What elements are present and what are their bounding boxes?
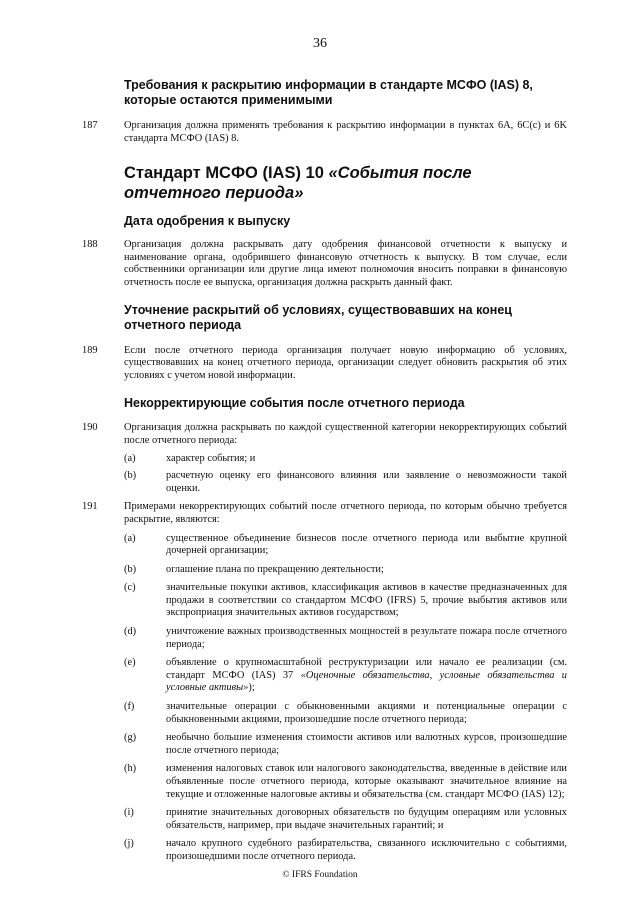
list-item-text-start: объявление о крупномасштабной реструктуризации или начало ее реализации (см. стандарт МСФО (IAS) 37 [166,657,567,681]
heading-nonadjusting-events: Некорректирующие события после отчетного периода [124,396,465,411]
list-item [0,626,640,651]
list-item-text: существенное объединение бизнесов после отчетного периода или выбытие крупной дочерней организации; [166,532,567,557]
paragraph-text: Организация должна раскрывать по каждой существенной категории некорректирующих событий после отчетного периода: [124,422,567,446]
list-item [0,582,640,620]
list-item-label: (a) [124,532,136,544]
paragraph-number: 190 [82,422,98,434]
paragraph-text: Если после отчетного периода организация получает новую информацию об условиях, существовавших на конец отчетного периода, организации следует обновить раскрытия об этих условиях с учетом новой информации. [124,344,567,381]
list-item-text: значительные операции с обыкновенными акциями и потенциальные операции с обыкновенными акциями, произошедшие после отчетного периода; [166,701,567,725]
list-item-label: (b) [124,470,137,482]
list-item [0,701,640,726]
paragraph-text: Организация должна раскрывать дату одобрения финансовой отчетности к выпуску и наименование органа, одобрившего финансовую отчетность к выпуску. В том случае, если собственники организации или другие лица имеют полномочия вносить поправки в финансовую отчетность после ее выпуска, организация должна раскрыть данный факт. [124,239,567,288]
list-item-text: уничтожение важных производственных мощностей в результате пожара после отчетного периода; [166,626,567,650]
list-item-text-italic: «Оценочные обязательства, условные обязательства и условные активы» [166,669,567,694]
paragraph-text: Примерами некорректирующих событий после отчетного периода, по которым обычно требуется раскрытие, являются: [124,501,567,525]
list-item [0,453,640,466]
list-item-label: (f) [124,701,135,713]
list-item [0,470,640,495]
paragraph-number: 189 [82,344,98,356]
paragraph-188 [0,239,640,289]
list-item-label: (d) [124,626,137,638]
heading-ias10 [124,163,544,203]
list-item-label: (e) [124,657,136,669]
list-item-text: принятие значительных договорных обязательств по будущим операциям или условных обязательств, например, при выдаче значительных гарантий; и [166,807,567,831]
list-item [0,763,640,801]
list-item-label: (b) [124,563,137,575]
list-item-label: (j) [124,838,134,850]
paragraph-number: 187 [82,120,98,131]
list-item-text: начало крупного судебного разбирательства, связанного исключительно с событиями, произошедшими после отчетного периода. [166,838,567,862]
list-item [0,533,640,558]
paragraph-191 [0,501,640,526]
list-item [0,564,640,577]
list-item-text: характер события; и [166,452,256,464]
list-item-label: (i) [124,807,134,819]
list-item [0,838,640,863]
list-item-text: оглашение плана по прекращению деятельности; [166,563,384,575]
copyright-footer: © IFRS Foundation [282,870,358,880]
paragraph-190 [0,422,640,447]
list-item-label: (a) [124,452,136,464]
list-item-text [166,657,567,695]
page-content [0,78,640,864]
list-item-label: (g) [124,732,137,744]
list-item-text: необычно большие изменения стоимости активов или валютных курсов, произошедшие после отчетного периода; [166,732,567,756]
heading-updating-disclosure: Уточнение раскрытий об условиях, существовавших на конец отчетного периода [124,302,512,332]
list-item-text: значительные покупки активов, классификация активов в качестве предназначенных для продажи в соответствии со стандартом МСФО (IFRS) 5, прочие выбытия активов или экспроприация значительных активов государством; [166,582,567,619]
list-item-text: расчетную оценку его финансового влияния или заявление о невозможности такой оценки. [166,470,567,494]
paragraph-189 [0,345,640,383]
paragraph-number: 191 [82,501,98,513]
list-item-label: (h) [124,763,137,775]
page-number: 36 [313,36,327,51]
paragraph-number: 188 [82,239,98,251]
heading-ias10-italic: «События после отчетного периода» [124,164,472,203]
heading-authorisation-date: Дата одобрения к выпуску [124,214,291,229]
paragraph-text: Организация должна применять требования к раскрытию информации в пунктах 6A, 6C(c) и 6K стандарта МСФО (IAS) 8. [124,120,567,144]
list-item [0,657,640,695]
list-item-text: изменения налоговых ставок или налогового законодательства, введенные в действие или объявленные после отчетного периода, которые оказывают значительное влияние на текущие и отложенные налоговые активы и обязательства (см. стандарт МСФО (IAS) 12); [166,763,567,800]
heading-ias8-disclosure: Требования к раскрытию информации в стандарте МСФО (IAS) 8, которые остаются применимыми [124,78,533,107]
heading-ias10-main: Стандарт МСФО (IAS) 10 [124,164,329,183]
paragraph-187 [0,120,640,145]
list-item [0,807,640,832]
list-item-label: (c) [124,582,136,594]
list-item-text-end: ); [248,682,255,694]
list-item [0,732,640,757]
